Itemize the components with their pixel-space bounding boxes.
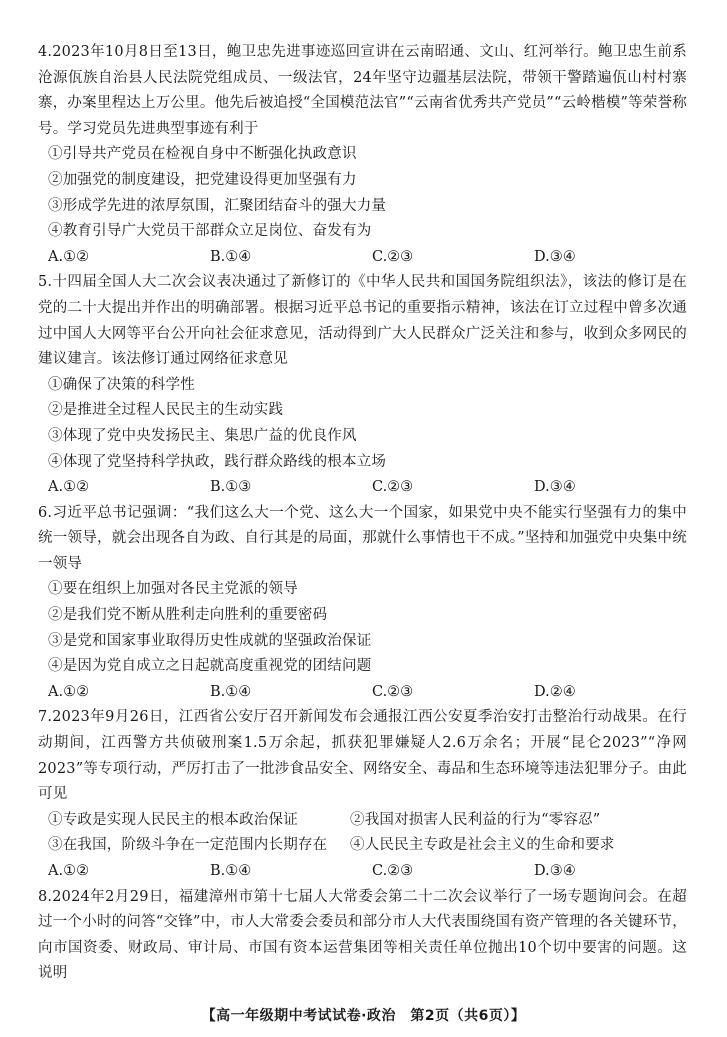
question-4-answer-c: C.②③	[372, 248, 414, 265]
question-5-answers	[48, 475, 687, 501]
question-7-option-1: ①专政是实现人民民主的根本政治保证	[48, 811, 298, 828]
question-6-answer-c: C.②③	[372, 683, 414, 700]
question-7-option-3: ③在我国，阶级斗争在一定范围内长期存在	[48, 837, 328, 854]
question-4-option-4: ④教育引导广大党员干部群众立足岗位、奋发有为	[48, 223, 372, 240]
question-7-answer-a: A.①②	[48, 863, 90, 879]
question-7-answer-d: D.③④	[534, 863, 576, 879]
question-4-answer-b: B.①④	[210, 248, 252, 265]
question-6-answers	[48, 680, 687, 706]
question-4-answers	[48, 245, 687, 271]
question-7-option-2: ②我国对损害人民利益的行为“零容忍”	[350, 811, 601, 828]
question-4	[38, 40, 687, 270]
question-7-answer-c: C.②③	[372, 863, 414, 879]
question-7-answers	[48, 859, 687, 885]
question-6-answer-a: A.①②	[48, 683, 90, 700]
question-7-stem: 7.2023年9月26日，江西省公安厅召开新闻发布会通报江西公安夏季治安打击整治行动战果。在行动期间，江西警方共侦破刑案1.5万余起，抓获犯罪嫌疑人2.6万余名；开展“昆仑2023”“净网2023”等专项行动，严厉打击了一批涉食品安全、网络安全、毒品和生态环境等违法犯罪分子。由此可见	[38, 709, 688, 803]
question-8	[38, 885, 687, 987]
question-6-option-4: ④是因为党自成立之日起就高度重视党的团结问题	[48, 658, 372, 675]
question-5-stem: 5.十四届全国人大二次会议表决通过了新修订的《中华人民共和国国务院组织法》，该法的修订是在党的二十大提出并作出的明确部署。根据习近平总书记的重要指示精神，该法在订立过程中曾多次通过中国人大网等平台公开向社会征求意见，活动得到广大人民群众广泛关注和参与，收到众多网民的建议建言。该法修订通过网络征求意见	[38, 274, 687, 368]
question-6-option-1: ①要在组织上加强对各民主党派的领导	[48, 581, 298, 598]
question-5-answer-b: B.①③	[210, 479, 252, 496]
question-4-answer-a: A.①②	[48, 248, 90, 265]
question-6	[38, 501, 687, 706]
question-5-answer-c: C.②③	[372, 479, 414, 496]
question-6-answer-b: B.①④	[210, 683, 252, 700]
question-5-option-4: ④体现了党坚持科学执政，践行群众路线的根本立场	[48, 453, 387, 470]
question-4-option-3: ③形成学先进的浓厚氛围，汇聚团结奋斗的强大力量	[48, 197, 387, 214]
question-4-option-2: ②加强党的制度建设，把党建设得更加坚强有力	[48, 171, 357, 188]
question-7-answer-b: B.①④	[210, 863, 252, 879]
question-5-option-2: ②是推进全过程人民民主的生动实践	[48, 402, 284, 419]
question-7-option-4: ④人民民主专政是社会主义的生命和要求	[350, 837, 615, 854]
question-4-stem: 4.2023年10月8日至13日，鲍卫忠先进事迹巡回宣讲在云南昭通、文山、红河举行。鲍卫忠生前系沧源佤族自治县人民法院党组成员、一级法官，24年坚守边疆基层法院，带领干警踏遍佤山村村寨寨，办案里程达上万公里。他先后被追授“全国模范法官”“云南省优秀共产党员”“云岭楷模”等荣誉称号。学习党员先进典型事迹有利于	[38, 44, 687, 137]
question-6-answer-d: D.②④	[534, 683, 576, 700]
question-5	[38, 270, 687, 500]
question-7-options-row-2	[48, 833, 687, 859]
question-7-options-row-1	[48, 808, 687, 834]
question-7	[38, 705, 687, 884]
question-5-answer-a: A.①②	[48, 479, 90, 496]
question-5-answer-d: D.③④	[534, 479, 576, 496]
question-6-option-2: ②是我们党不断从胜利走向胜利的重要密码	[48, 607, 328, 624]
question-8-stem: 8.2024年2月29日，福建漳州市第十七届人大常委会第二十二次会议举行了一场专题询问会。在超过一个小时的问答“交锋”中，市人大常委会委员和部分市人大代表围绕国有资产管理的各关键环节，向市国资委、财政局、审计局、市国有资本运营集团等相关责任单位抛出10个切中要害的问题。这说明	[38, 888, 687, 982]
question-5-option-1: ①确保了决策的科学性	[48, 376, 195, 393]
question-4-answer-d: D.③④	[534, 248, 576, 265]
question-6-stem: 6.习近平总书记强调：“我们这么大一个党、这么大一个国家，如果党中央不能实行坚强有力的集中统一领导，就会出现各自为政、自行其是的局面，那就什么事情也干不成。”坚持和加强党中央集中统一领导	[38, 504, 687, 572]
question-5-option-3: ③体现了党中央发扬民主、集思广益的优良作风	[48, 427, 357, 444]
question-4-option-1: ①引导共产党员在检视自身中不断强化执政意识	[48, 146, 357, 163]
page-footer: 【高一年级期中考试试卷·政治 第2页（共6页）】	[201, 1008, 526, 1024]
question-6-option-3: ③是党和国家事业取得历史性成就的坚强政治保证	[48, 632, 372, 649]
